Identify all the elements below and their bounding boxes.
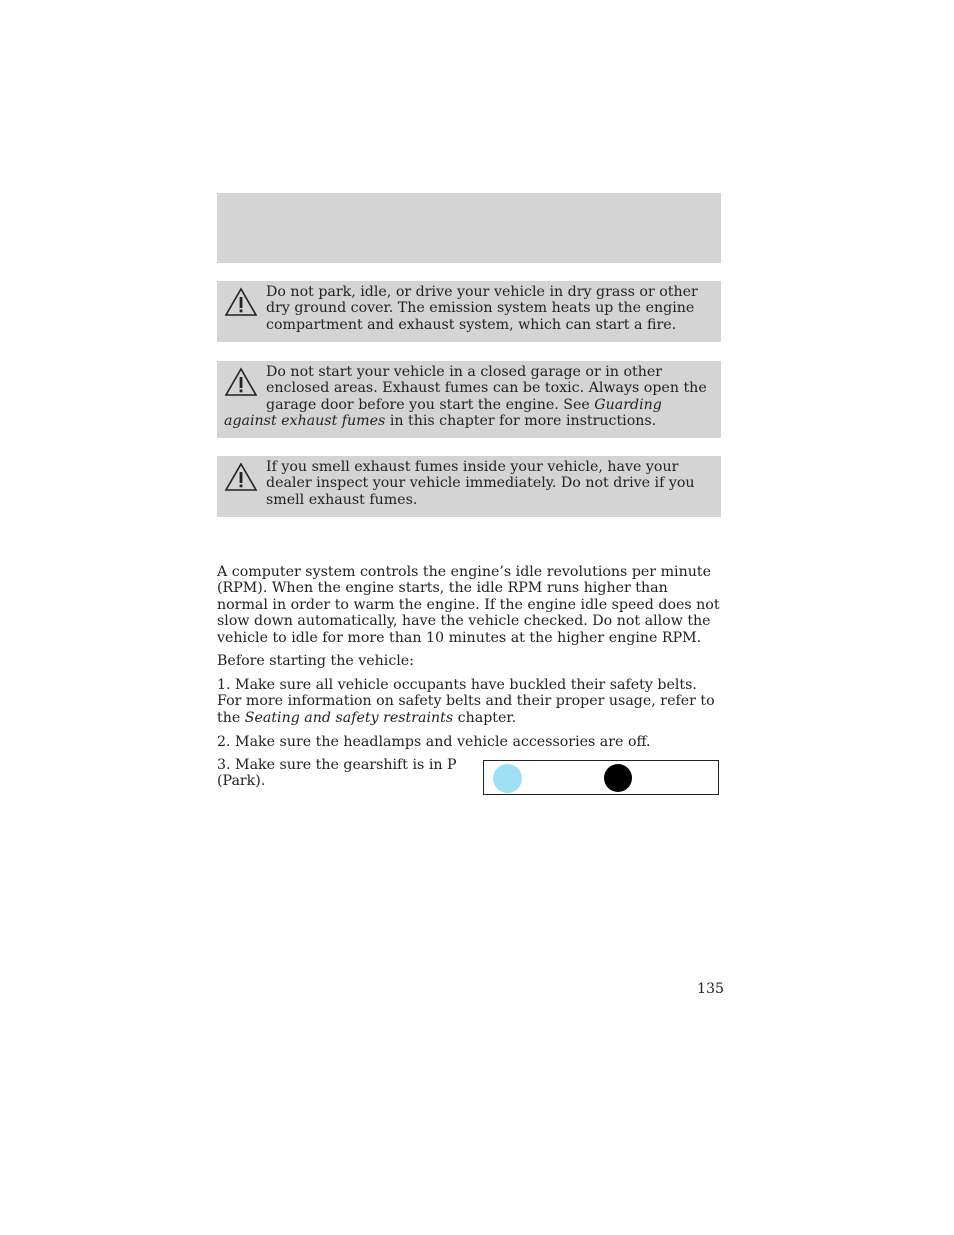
warning-text: Do not start your vehicle in a closed garage or in other enclosed areas. Exhaust fumes can be toxic. Always open the garage door before you start the engine. See bbox=[266, 364, 707, 413]
black-circle-icon bbox=[604, 764, 632, 792]
step-2-headlamps: 2. Make sure the headlamps and vehicle accessories are off. bbox=[217, 734, 651, 750]
warning-triangle-icon bbox=[224, 367, 258, 397]
warning-text: Do not park, idle, or drive your vehicle in dry grass or other dry ground cover. The emission system heats up the engine compartment and exhaust system, which can start a fire. bbox=[266, 284, 698, 333]
step-3-gearshift: 3. Make sure the gearshift is in P (Park). bbox=[217, 757, 457, 790]
procedure-indicator-box bbox=[483, 760, 719, 795]
warning-triangle-icon bbox=[224, 462, 258, 492]
step-text: 1. Make sure all vehicle occupants have buckled their safety belts. For more information on safety belts and their proper usage, refer to the bbox=[217, 677, 715, 726]
paragraph-idle-rpm: A computer system controls the engine’s idle revolutions per minute (RPM). When the engine starts, the idle RPM runs higher than normal in order to warm the engine. If the engine idle speed does not slow down automatically, have the vehicle checked. Do not allow the vehicle to idle for more than 10 minutes at the higher engine RPM. bbox=[217, 564, 720, 646]
blue-circle-icon bbox=[493, 764, 522, 793]
warning-text: If you smell exhaust fumes inside your vehicle, have your dealer inspect your vehicle immediately. Do not drive if you smell exhaust fumes. bbox=[266, 459, 695, 508]
paragraph-before-starting: Before starting the vehicle: bbox=[217, 653, 414, 669]
warning-box-dry-grass bbox=[217, 281, 721, 342]
cross-reference-link: Guarding against exhaust fumes bbox=[224, 396, 662, 430]
warning-box-closed-garage bbox=[217, 361, 721, 438]
page-number: 135 bbox=[697, 981, 725, 997]
cross-reference-link: Seating and safety restraints bbox=[244, 709, 454, 726]
warning-box-exhaust-fumes bbox=[217, 456, 721, 517]
section-header-band bbox=[217, 193, 721, 263]
step-1-safety-belts bbox=[217, 677, 723, 726]
warning-text: in this chapter for more instructions. bbox=[385, 413, 657, 430]
step-text: chapter. bbox=[453, 709, 517, 726]
warning-triangle-icon bbox=[224, 287, 258, 317]
